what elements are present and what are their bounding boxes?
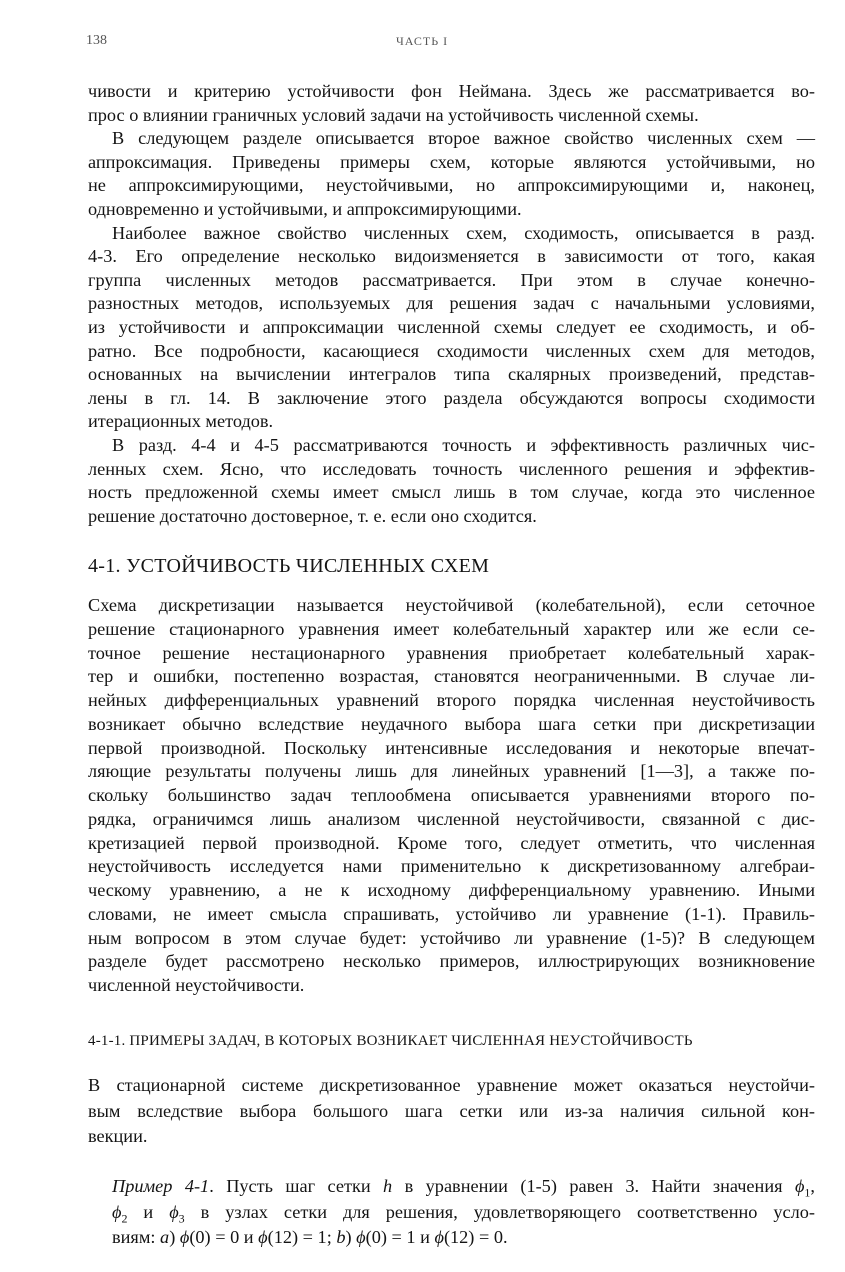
text-line: разделе будет рассмотрено несколько примеров, иллюстрирующих возникновение [88,951,815,972]
text-span: (0) = 1 и [365,1227,435,1247]
text-line: неустойчивость исследуется нами применительно к дискретизованному алгебраи- [88,856,815,877]
subscript: 3 [178,1211,185,1226]
text-line: рядка, ограничимся лишь анализом численной неустойчивости, связанной с дис- [88,808,815,829]
text-line [112,1174,815,1200]
text-span: в узлах сетки для решения, удовлетворяющего соответственно усло- [184,1201,815,1222]
text-line: тер и ошибки, постепенно возрастая, становятся неограниченными. В случае ли- [88,666,815,687]
example-4-1 [112,1174,815,1251]
text-line: словами, не имеет смысла спрашивать, устойчиво ли уравнение (1-1). Правиль- [88,903,815,924]
subscript: 1 [804,1185,811,1200]
text-span: ϕ [434,1227,444,1247]
text-span: ϕ [356,1227,366,1247]
text-line: группа численных методов рассматривается. При этом в случае конечно- [88,269,815,290]
text-span: ϕ [258,1227,268,1247]
text-line: В разд. 4-4 и 4-5 рассматриваются точность и эффективность различных чис- [112,434,815,455]
text-span: a [160,1227,170,1247]
text-span: ) [169,1227,180,1247]
text-span: , [810,1176,815,1196]
text-line: ляющие результаты получены лишь для линейных уравнений [1—3], а также по- [88,761,815,782]
text-span: и [127,1201,170,1222]
text-span: ϕ [169,1201,179,1222]
text-line: нейных дифференциальных уравнений второго порядка численная неустойчивость [88,690,815,710]
text-line [112,1200,815,1226]
page-number: 138 [86,33,107,48]
text-line: вым вследствие выбора большого шага сетки или из-за наличия сильной кон- [88,1100,815,1121]
subsection-heading: 4-1-1. ПРИМЕРЫ ЗАДАЧ, В КОТОРЫХ ВОЗНИКАЕТ ЧИСЛЕННАЯ НЕУСТОЙЧИВОСТЬ [88,1033,693,1049]
text-span: (12) = 0. [443,1227,508,1247]
text-line: возникает обычно вследствие неудачного выбора шага сетки при дискретизации [88,713,815,734]
section-paragraph [88,594,815,998]
text-line: ность предложенной схемы имеет смысл лишь в том случае, когда это численное [88,482,815,503]
text-span: (12) = 1; [267,1227,337,1247]
text-span: виям: [112,1227,161,1247]
text-line: векции. [88,1126,148,1146]
text-span: в уравнении (1-5) равен 3. Найти значения [392,1176,795,1196]
text-line: В следующем разделе описывается второе важное свойство численных схем — [112,128,815,149]
text-span: h [383,1176,393,1196]
text-line: не аппроксимирующими, неустойчивыми, но аппроксимирующими и, наконец, [88,175,815,196]
text-span: ϕ [179,1227,190,1247]
text-line: прос о влиянии граничных условий задачи на устойчивость численной схемы. [88,104,699,125]
text-line: точное решение нестационарного уравнения приобретает колебательный харак- [88,642,815,663]
text-line: из устойчивости и аппроксимации численной схемы следует ее сходимость, и об- [88,316,815,337]
text-line: кретизацией первой производной. Кроме того, следует отметить, что численная [88,832,815,853]
text-line: ческому уравнению, а не к исходному дифференциальному уравнению. Иными [88,880,815,900]
text-line: аппроксимация. Приведены примеры схем, которые являются устойчивыми, но [88,151,815,172]
text-line: решение достаточно достоверное, т. е. если оно сходится. [88,505,537,526]
text-line: скольку большинство задач теплообмена описывается уравнениями второго по- [88,785,815,805]
text-line: итерационных методов. [88,411,274,432]
text-line: ратно. Все подробности, касающиеся сходимости численных схем для методов, [88,340,815,361]
text-line: одновременно и устойчивыми, и аппроксимирующими. [88,198,522,219]
text-line: ленных схем. Ясно, что исследовать точность численного решения и эффектив- [88,458,815,479]
text-span: ϕ [112,1201,122,1222]
text-line: основанных на вычислении интегралов типа скалярных произведений, представ- [88,364,815,385]
text-line: В стационарной системе дискретизованное уравнение может оказаться неустойчи- [88,1075,815,1095]
section-heading: 4-1. УСТОЙЧИВОСТЬ ЧИСЛЕННЫХ СХЕМ [88,555,490,577]
text-line: численной неустойчивости. [88,975,305,995]
subscript: 2 [121,1211,128,1226]
text-span: b [336,1227,346,1247]
text-line: 4-3. Его определение несколько видоизменяется в зависимости от того, какая [88,246,815,267]
text-span: ϕ [794,1176,805,1196]
text-line: разностных методов, используемых для решения задач с начальными условиями, [88,293,815,314]
intro-paragraphs [88,80,815,528]
text-span: . Пусть шаг сетки [209,1176,384,1196]
text-line: ным вопросом в этом случае будет: устойчиво ли уравнение (1-5)? В следующем [88,927,815,948]
text-line: лены в гл. 14. В заключение этого раздела обсуждаются вопросы сходимости [88,387,815,408]
text-span: ) [345,1227,357,1247]
text-line: Наиболее важное свойство численных схем, сходимость, описывается в разд. [112,222,815,243]
text-span: Пример 4-1 [112,1176,210,1196]
text-line: решение стационарного уравнения имеет колебательный характер или же если се- [88,618,815,639]
subsection-paragraph [88,1073,815,1150]
text-line: Схема дискретизации называется неустойчивой (колебательной), если сеточное [88,595,815,615]
text-line: чивости и критерию устойчивости фон Неймана. Здесь же рассматривается во- [88,81,815,101]
text-line [112,1225,815,1251]
running-head: ЧАСТЬ I [396,34,449,48]
text-line: первой производной. Поскольку интенсивные исследования и некоторые впечат- [88,737,815,758]
text-span: (0) = 0 и [189,1227,259,1247]
